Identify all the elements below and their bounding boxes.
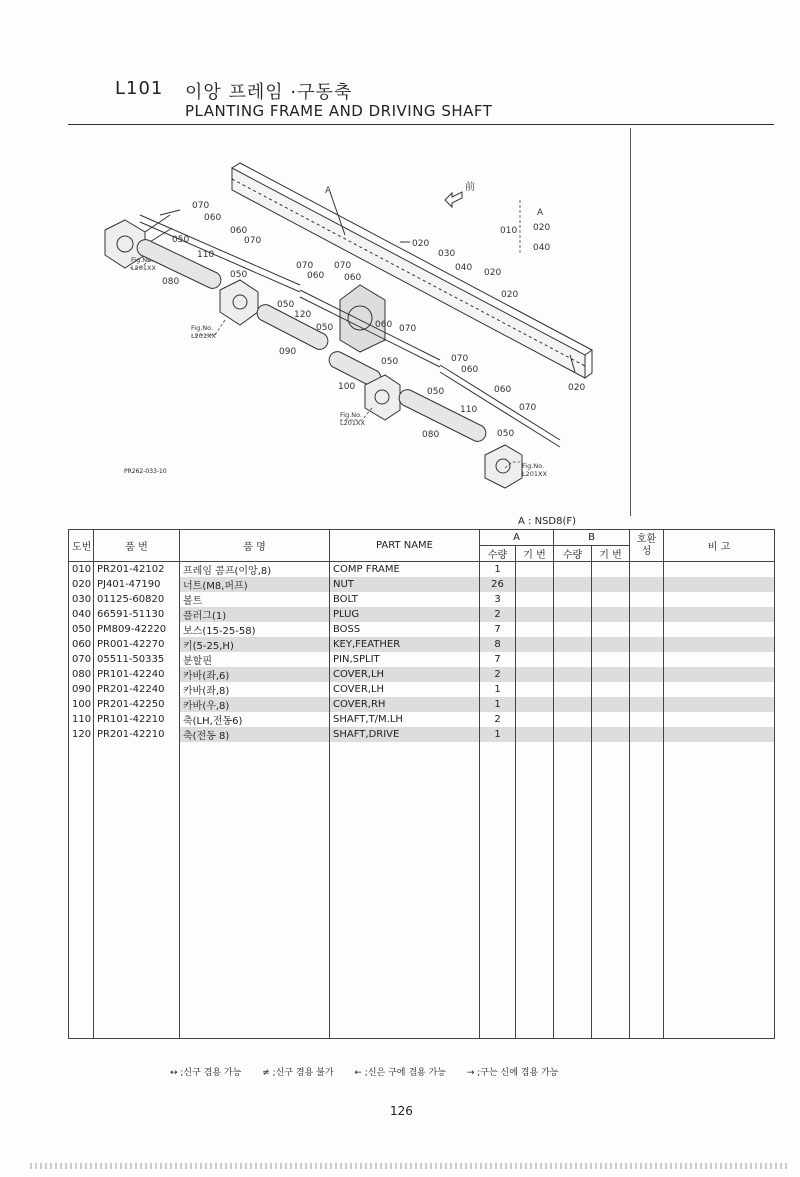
- cell-interchange: [630, 637, 664, 652]
- cell-no: 030: [69, 592, 94, 607]
- cell-part-no: PR201-42210: [94, 727, 180, 742]
- callout-060: 060: [344, 273, 362, 283]
- cell-name-kr: 카바(좌,6): [180, 667, 330, 682]
- header-name-kr: 품 명: [180, 530, 330, 562]
- callout-050: 050: [316, 323, 334, 333]
- cell-qty-a: 7: [480, 622, 516, 637]
- cell-part-name: PIN,SPLIT: [330, 652, 480, 667]
- cell-remarks: [664, 637, 775, 652]
- cell-qty-a: 26: [480, 577, 516, 592]
- cell-qty-a: 2: [480, 607, 516, 622]
- callout-060: 060: [204, 213, 222, 223]
- cell-interchange: [630, 577, 664, 592]
- callout-070: 070: [296, 261, 314, 271]
- cell-base-a: [516, 682, 554, 697]
- table-row: [69, 577, 775, 592]
- table-row: [69, 637, 775, 652]
- callout-070: 070: [519, 403, 537, 413]
- cell-part-name: COVER,LH: [330, 682, 480, 697]
- compatibility-legend: [170, 1065, 576, 1078]
- cell-qty-b: [554, 607, 592, 622]
- cell-no: 090: [69, 682, 94, 697]
- fig-no-label: Fig.No.: [131, 256, 154, 264]
- cell-part-no: PR101-42240: [94, 667, 180, 682]
- empty-cell: [180, 742, 330, 1039]
- cell-part-name: PLUG: [330, 607, 480, 622]
- header-qty-a: 수량: [480, 546, 516, 562]
- cell-interchange: [630, 622, 664, 637]
- cell-part-no: PR201-42240: [94, 682, 180, 697]
- empty-cell: [516, 742, 554, 1039]
- table-row: [69, 622, 775, 637]
- callout-050: 050: [497, 429, 515, 439]
- cell-part-no: PR101-42210: [94, 712, 180, 727]
- callout-050: 050: [172, 235, 190, 245]
- cell-part-name: COMP FRAME: [330, 562, 480, 578]
- callout-020: 020: [568, 383, 586, 393]
- empty-cell: [330, 742, 480, 1039]
- cell-base-b: [592, 592, 630, 607]
- cell-name-kr: 너트(M8,퍼프): [180, 577, 330, 592]
- cell-base-a: [516, 562, 554, 578]
- cell-part-no: 66591-51130: [94, 607, 180, 622]
- callout-040: 040: [455, 263, 473, 273]
- header-part-name: PART NAME: [330, 530, 480, 562]
- cell-qty-a: 2: [480, 667, 516, 682]
- cell-name-kr: 카바(좌,8): [180, 682, 330, 697]
- table-row: [69, 607, 775, 622]
- cell-qty-a: 1: [480, 682, 516, 697]
- cell-qty-b: [554, 592, 592, 607]
- header-remarks: 비 고: [664, 530, 775, 562]
- cell-part-no: PR201-42250: [94, 697, 180, 712]
- table-row: [69, 712, 775, 727]
- legend-item: ≠ ;신구 겸용 불가: [262, 1068, 334, 1078]
- callout-070: 070: [244, 236, 262, 246]
- cell-no: 040: [69, 607, 94, 622]
- cell-remarks: [664, 667, 775, 682]
- header-base-a: 기 번: [516, 546, 554, 562]
- fig-ref-label: L201XX: [191, 332, 216, 340]
- table-row: [69, 592, 775, 607]
- table-row: [69, 667, 775, 682]
- cell-interchange: [630, 697, 664, 712]
- cell-part-no: 05511-50335: [94, 652, 180, 667]
- callout-020: 020: [412, 239, 430, 249]
- callout-070: 070: [334, 261, 352, 271]
- cell-no: 010: [69, 562, 94, 578]
- cell-no: 100: [69, 697, 94, 712]
- section-code: L101: [115, 78, 164, 99]
- cell-part-no: PR001-42270: [94, 637, 180, 652]
- cell-remarks: [664, 697, 775, 712]
- fig-no-label: Fig.No.: [340, 411, 363, 419]
- empty-cell: [592, 742, 630, 1039]
- cell-no: 080: [69, 667, 94, 682]
- cell-qty-b: [554, 667, 592, 682]
- cell-part-name: SHAFT,T/M.LH: [330, 712, 480, 727]
- cell-qty-a: 2: [480, 712, 516, 727]
- cell-base-b: [592, 562, 630, 578]
- cell-base-b: [592, 637, 630, 652]
- cell-qty-a: 1: [480, 562, 516, 578]
- callout-020: 020: [533, 223, 551, 233]
- cell-qty-a: 8: [480, 637, 516, 652]
- cell-remarks: [664, 607, 775, 622]
- callout-110: 110: [460, 405, 478, 415]
- scan-edge: [30, 1163, 790, 1169]
- cell-remarks: [664, 727, 775, 742]
- title-english: PLANTING FRAME AND DRIVING SHAFT: [185, 102, 493, 120]
- cell-remarks: [664, 577, 775, 592]
- cell-part-no: PM809-42220: [94, 622, 180, 637]
- header-group-a: A: [480, 530, 554, 546]
- cell-interchange: [630, 652, 664, 667]
- header-base-b: 기 번: [592, 546, 630, 562]
- cell-qty-b: [554, 712, 592, 727]
- cell-interchange: [630, 712, 664, 727]
- cell-no: 120: [69, 727, 94, 742]
- model-note: A : NSD8(F): [518, 516, 577, 527]
- cell-name-kr: 축(LH,전동6): [180, 712, 330, 727]
- cell-interchange: [630, 592, 664, 607]
- callout-A: A: [537, 208, 544, 218]
- cell-part-name: BOLT: [330, 592, 480, 607]
- cell-name-kr: 카바(우,8): [180, 697, 330, 712]
- cell-base-a: [516, 607, 554, 622]
- fig-ref-label: L201XX: [131, 264, 156, 272]
- callout-020: 020: [501, 290, 519, 300]
- cell-name-kr: 프레임 콤프(이앙,8): [180, 562, 330, 578]
- cell-part-no: PJ401-47190: [94, 577, 180, 592]
- cell-base-a: [516, 577, 554, 592]
- cell-qty-a: 7: [480, 652, 516, 667]
- page-number: 126: [390, 1104, 413, 1118]
- callout-040: 040: [533, 243, 551, 253]
- empty-cell: [664, 742, 775, 1039]
- cell-interchange: [630, 607, 664, 622]
- callout-060: 060: [461, 365, 479, 375]
- table-filler: [69, 742, 775, 1039]
- cell-no: 070: [69, 652, 94, 667]
- cell-no: 060: [69, 637, 94, 652]
- cell-no: 110: [69, 712, 94, 727]
- cell-base-b: [592, 667, 630, 682]
- cell-name-kr: 보스(15-25-58): [180, 622, 330, 637]
- callout-080: 080: [162, 277, 180, 287]
- cell-base-a: [516, 652, 554, 667]
- title-korean: 이앙 프레임 ·구동축: [185, 82, 353, 103]
- cell-base-a: [516, 637, 554, 652]
- callout-070: 070: [451, 354, 469, 364]
- fig-no-label: Fig.No.: [191, 324, 214, 332]
- cell-name-kr: 볼트: [180, 592, 330, 607]
- callout-020: 020: [484, 268, 502, 278]
- cell-base-b: [592, 697, 630, 712]
- callout-030: 030: [438, 249, 456, 259]
- cell-remarks: [664, 562, 775, 578]
- legend-item: → ;구는 신에 겸용 가능: [466, 1068, 559, 1078]
- callout-010: 010: [500, 226, 518, 236]
- table-row: [69, 562, 775, 578]
- callout-120: 120: [294, 310, 312, 320]
- cell-name-kr: 축(전동 8): [180, 727, 330, 742]
- cell-base-b: [592, 712, 630, 727]
- cell-qty-b: [554, 577, 592, 592]
- cell-base-b: [592, 682, 630, 697]
- callout-050: 050: [427, 387, 445, 397]
- callout-100: 100: [338, 382, 356, 392]
- callout-090: 090: [279, 347, 297, 357]
- legend-item: ← ;신은 구에 겸용 가능: [354, 1068, 446, 1078]
- empty-cell: [554, 742, 592, 1039]
- callout-050: 050: [230, 270, 248, 280]
- cell-remarks: [664, 712, 775, 727]
- cell-qty-b: [554, 637, 592, 652]
- cell-base-a: [516, 592, 554, 607]
- cell-qty-b: [554, 682, 592, 697]
- cell-base-b: [592, 652, 630, 667]
- cell-name-kr: 플러그(1): [180, 607, 330, 622]
- callout-110: 110: [197, 250, 215, 260]
- fig-ref-label: L201XX: [340, 419, 365, 427]
- cell-interchange: [630, 727, 664, 742]
- cell-qty-a: 3: [480, 592, 516, 607]
- empty-cell: [69, 742, 94, 1039]
- cell-base-b: [592, 607, 630, 622]
- cell-qty-a: 1: [480, 727, 516, 742]
- cell-remarks: [664, 682, 775, 697]
- cell-remarks: [664, 652, 775, 667]
- cell-base-b: [592, 577, 630, 592]
- cell-part-no: PR201-42102: [94, 562, 180, 578]
- header-no: 도번: [69, 530, 94, 562]
- callout-060: 060: [494, 385, 512, 395]
- callout-060: 060: [375, 320, 393, 330]
- diagram-divider: [630, 128, 631, 516]
- cell-interchange: [630, 667, 664, 682]
- drawing-code: PR262-033-10: [124, 468, 167, 475]
- cell-part-name: KEY,FEATHER: [330, 637, 480, 652]
- cell-qty-b: [554, 562, 592, 578]
- parts-table: [68, 529, 775, 1039]
- callout-080: 080: [422, 430, 440, 440]
- table-row: [69, 697, 775, 712]
- cell-part-name: SHAFT,DRIVE: [330, 727, 480, 742]
- header-qty-b: 수량: [554, 546, 592, 562]
- callout-060: 060: [307, 271, 325, 281]
- callout-050: 050: [381, 357, 399, 367]
- cell-name-kr: 분할핀: [180, 652, 330, 667]
- exploded-parts-diagram: [68, 125, 774, 525]
- cell-part-name: NUT: [330, 577, 480, 592]
- cell-no: 050: [69, 622, 94, 637]
- callout-050: 050: [277, 300, 295, 310]
- cell-qty-b: [554, 697, 592, 712]
- cell-base-a: [516, 727, 554, 742]
- empty-cell: [94, 742, 180, 1039]
- cell-part-name: BOSS: [330, 622, 480, 637]
- cell-no: 020: [69, 577, 94, 592]
- cell-remarks: [664, 592, 775, 607]
- cell-interchange: [630, 682, 664, 697]
- cell-part-name: COVER,RH: [330, 697, 480, 712]
- cell-name-kr: 키(5-25,H): [180, 637, 330, 652]
- callout-A: A: [325, 186, 332, 196]
- header-interchange: 호환성: [630, 530, 664, 562]
- callout-060: 060: [230, 226, 248, 236]
- callout-070: 070: [399, 324, 417, 334]
- header-group-b: B: [554, 530, 630, 546]
- cell-base-a: [516, 712, 554, 727]
- cell-part-no: 01125-60820: [94, 592, 180, 607]
- legend-item: ↔ ;신구 겸용 가능: [170, 1068, 242, 1078]
- callout-070: 070: [192, 201, 210, 211]
- front-label: 前: [465, 182, 475, 193]
- cell-qty-a: 1: [480, 697, 516, 712]
- cell-qty-b: [554, 727, 592, 742]
- header-part-no: 품 번: [94, 530, 180, 562]
- table-row: [69, 652, 775, 667]
- cell-qty-b: [554, 622, 592, 637]
- table-row: [69, 682, 775, 697]
- cell-remarks: [664, 622, 775, 637]
- cell-base-a: [516, 667, 554, 682]
- empty-cell: [630, 742, 664, 1039]
- cell-base-a: [516, 697, 554, 712]
- cell-interchange: [630, 562, 664, 578]
- fig-ref-label: L201XX: [522, 470, 547, 478]
- fig-no-label: Fig.No.: [522, 462, 545, 470]
- cell-part-name: COVER,LH: [330, 667, 480, 682]
- cell-base-b: [592, 727, 630, 742]
- table-row: [69, 727, 775, 742]
- cell-qty-b: [554, 652, 592, 667]
- cell-base-a: [516, 622, 554, 637]
- cell-base-b: [592, 622, 630, 637]
- empty-cell: [480, 742, 516, 1039]
